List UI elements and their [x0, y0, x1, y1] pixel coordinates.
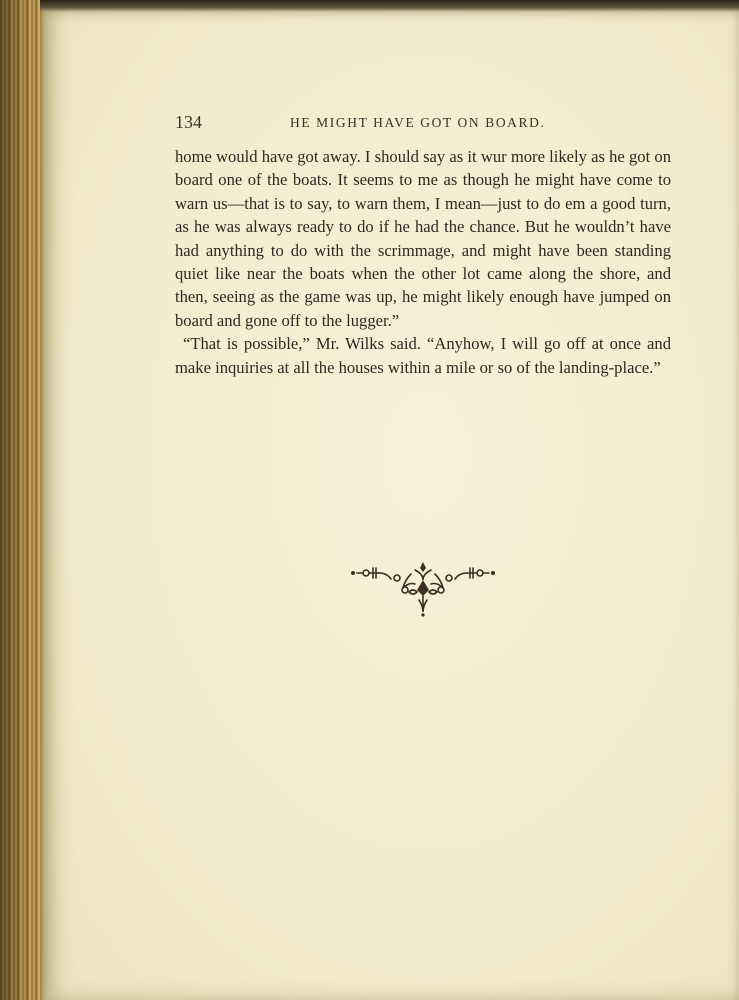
running-head: HE MIGHT HAVE GOT ON BOARD. [290, 115, 546, 130]
page-header [175, 112, 670, 136]
paragraph-2: “That is possible,” Mr. Wilks said. “Anyhow, I will go off at once and make inquiries at all the houses within a mile or so of the landing-place.” [175, 334, 671, 377]
page-top-shadow [40, 0, 739, 12]
gilt-page-edges [0, 0, 46, 1000]
body-text [175, 145, 671, 379]
page-number: 134 [175, 112, 202, 132]
scroll-ornament-icon [349, 558, 497, 618]
paragraph-1: home would have got away. I should say as it wur more likely as he got on board one of the boats. It seems to me as though he might have come to warn us—that is to say, to warn them, I mean—just to do em a good turn, as he was always ready to do if he had the chance. But he wouldn’t have had anything to do with the scrimmage, and might have been standing quiet like near the boats when the other lot came along the shore, and then, seeing as the game was up, he might likely enough have jumped on board and gone off to the lugger.” [175, 147, 671, 330]
